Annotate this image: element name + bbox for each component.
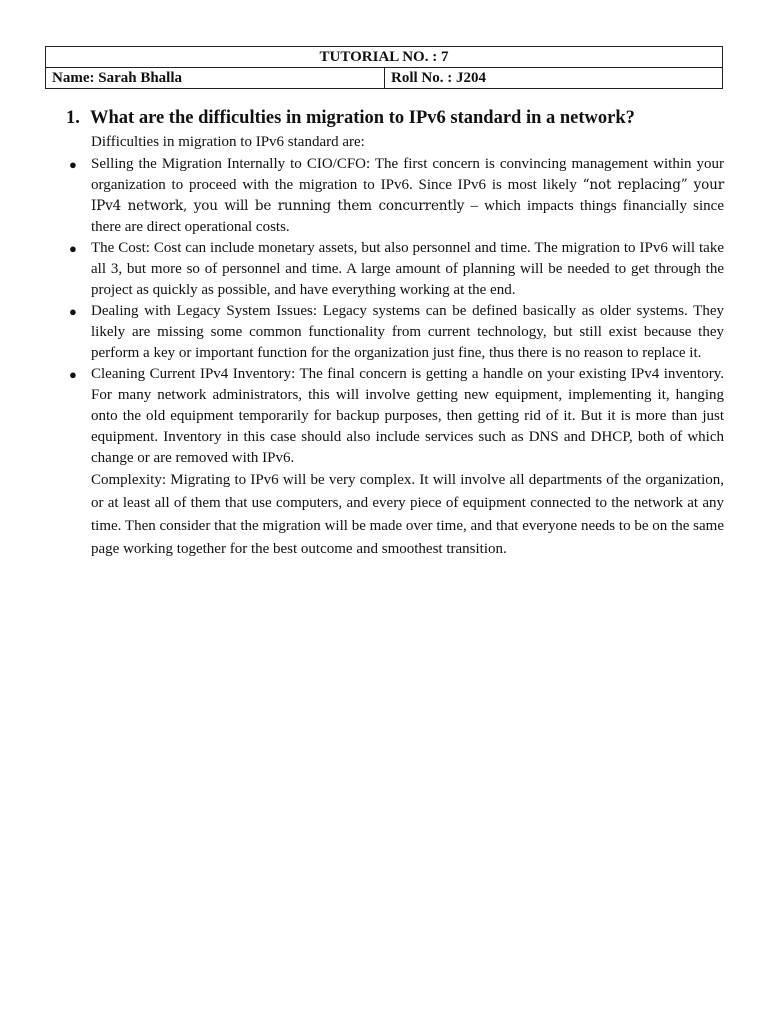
question-heading [66, 106, 726, 130]
bullet-icon: ● [69, 157, 77, 172]
list-item [66, 301, 724, 364]
list-item [66, 154, 724, 238]
roll-number: Roll No. : J204 [385, 68, 723, 89]
bullet-text: – which impacts things financially since there are direct operational costs. [91, 198, 724, 235]
bullet-text: Dealing with Legacy System Issues: Legacy systems can be defined basically as older systems. They likely are missing some common functionality from current technology, but still exist because they perform a key or important function for the organization just fine, thus there is no reason to replace it. [91, 303, 724, 361]
tutorial-title: TUTORIAL NO. : 7 [46, 47, 723, 68]
header-title-row [46, 47, 723, 68]
bullet-icon: ● [69, 367, 77, 382]
bullet-text: Selling the Migration Internally to CIO/CFO: The first concern is convincing management within your organization to proceed with the migration to IPv6. Since IPv6 is most likely [91, 156, 724, 193]
complexity-paragraph: Complexity: Migrating to IPv6 will be very complex. It will involve all departments of the organization, or at least all of them that use computers, and every piece of equipment connected to the network at any time. Then consider that the migration will be made over time, and that everyone needs to be on the same page working together for the best outcome and smoothest transition. [91, 472, 724, 557]
tutorial-header-table [45, 46, 723, 89]
intro-text: Difficulties in migration to IPv6 standard are: [91, 134, 365, 150]
list-item [66, 238, 724, 301]
list-item [66, 364, 724, 561]
bullet-icon: ● [69, 304, 77, 319]
bullet-emphasis-text: “not replacing” your IPv4 network, you will be running them concurrently [91, 177, 725, 214]
bullet-text: The Cost: Cost can include monetary assets, but also personnel and time. The migration to IPv6 will take all 3, but more so of personnel and time. A large amount of planning will be needed to get through the project as quickly as possible, and have everything working at the end. [91, 240, 724, 298]
question-text: What are the difficulties in migration to IPv6 standard in a network? [90, 108, 635, 128]
bullet-text: Cleaning Current IPv4 Inventory: The final concern is getting a handle on your existing IPv4 inventory. For many network administrators, this will involve getting new equipment, implementing it, hanging onto the old equipment temporarily for backup purposes, then getting rid of it. But it is more than just equipment. Inventory in this case should also include services such as DNS and DHCP, both of which change or are removed with IPv6. [91, 366, 724, 466]
student-name: Name: Sarah Bhalla [46, 68, 385, 89]
question-number: 1. [66, 108, 80, 128]
difficulties-list [66, 154, 724, 561]
header-info-row [46, 68, 723, 89]
bullet-icon: ● [69, 241, 77, 256]
